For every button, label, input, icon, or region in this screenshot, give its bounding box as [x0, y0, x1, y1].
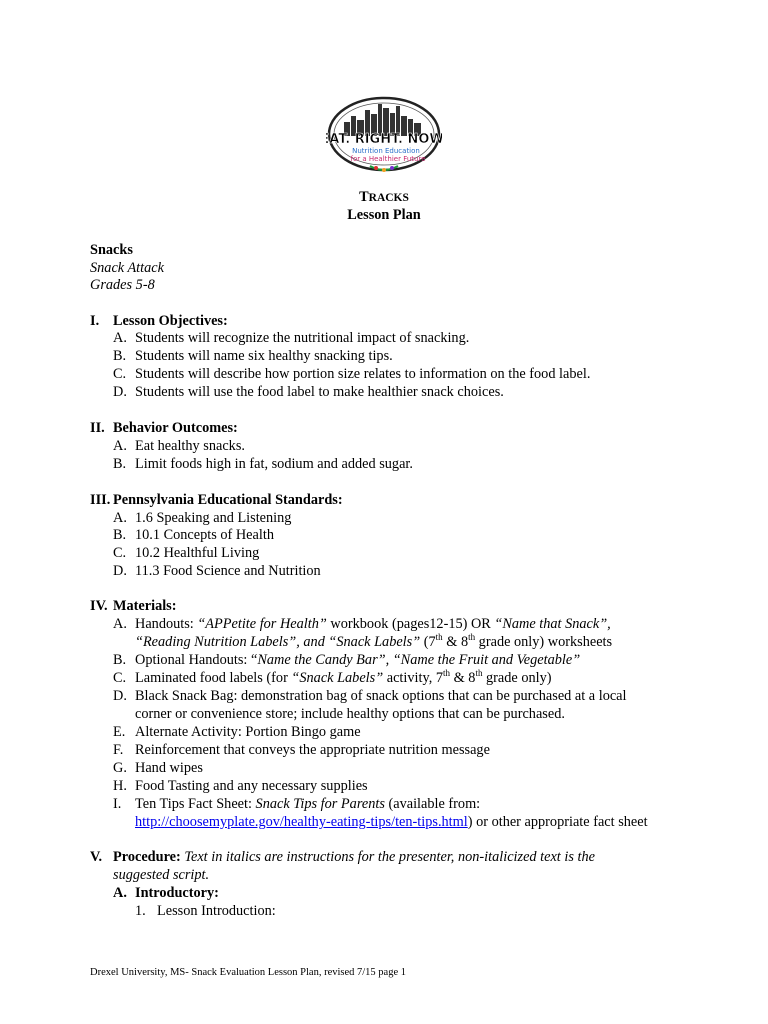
section-heading-materials: IV. Materials: [90, 598, 177, 614]
list-item-continuation: corner or convenience store; include healthy options that can be purchased. [135, 706, 565, 722]
list-item: D. Students will use the food label to make healthier snack choices. [113, 384, 504, 400]
list-item: C. 10.2 Healthful Living [113, 545, 260, 561]
list-item: B. Students will name six healthy snacking tips. [113, 348, 393, 364]
logo-main-text: EAT. RIGHT. NOW. [326, 132, 442, 147]
procedure-description-continuation: suggested script. [113, 867, 210, 883]
list-item: H. Food Tasting and any necessary supplies [113, 778, 368, 794]
list-item: A. 1.6 Speaking and Listening [113, 510, 292, 526]
list-item: F. Reinforcement that conveys the appropriate nutrition message [113, 742, 490, 758]
list-item-continuation: “Reading Nutrition Labels”, and “Snack Labels” (7th & 8th grade only) worksheets [135, 632, 613, 650]
subsection-heading-introductory: A. Introductory: [113, 885, 219, 901]
list-item-continuation: http://choosemyplate.gov/healthy-eating-tips/ten-tips.html) or other appropriate fact sheet [135, 814, 648, 830]
page-footer: Drexel University, MS- Snack Evaluation Lesson Plan, revised 7/15 page 1 [90, 967, 407, 978]
list-item: A. Handouts: “APPetite for Health” workbook (pages12-15) OR “Name that Snack”, [113, 616, 611, 632]
list-item: B. 10.1 Concepts of Health [113, 527, 274, 543]
list-item: G. Hand wipes [113, 760, 203, 776]
list-item: C. Laminated food labels (for “Snack Labels” activity, 7th & 8th grade only) [113, 668, 552, 686]
list-item: A. Students will recognize the nutritional impact of snacking. [113, 330, 470, 346]
list-item: D. Black Snack Bag: demonstration bag of snack options that can be purchased at a local [113, 688, 627, 704]
section-heading-standards: III. Pennsylvania Educational Standards: [90, 492, 343, 508]
ten-tips-link[interactable]: http://choosemyplate.gov/healthy-eating-tips/ten-tips.html [135, 814, 468, 830]
topic: Snacks [90, 242, 133, 258]
list-item: E. Alternate Activity: Portion Bingo game [113, 724, 361, 740]
list-item: B. Optional Handouts: “Name the Candy Bar”, “Name the Fruit and Vegetable” [113, 652, 581, 668]
lesson-name: Snack Attack [90, 260, 164, 276]
eat-right-now-logo [326, 94, 442, 178]
list-item: C. Students will describe how portion size relates to information on the food label. [113, 366, 591, 382]
logo-graphic [326, 94, 442, 178]
list-item: B. Limit foods high in fat, sodium and added sugar. [113, 456, 413, 472]
logo-sub-text-1: Nutrition Education [352, 147, 420, 155]
grade-range: Grades 5-8 [90, 277, 155, 293]
section-heading-procedure: V. Procedure: Text in italics are instructions for the presenter, non-italicized text is the [90, 849, 595, 865]
document-title: TRACKS [359, 189, 409, 205]
list-item: A. Eat healthy snacks. [113, 438, 245, 454]
document-subtitle: Lesson Plan [347, 207, 421, 223]
logo-sub-text-2: for a Healthier Future [350, 155, 426, 163]
list-item: 1. Lesson Introduction: [135, 903, 276, 919]
list-item: I. Ten Tips Fact Sheet: Snack Tips for Parents (available from: [113, 796, 481, 812]
list-item: D. 11.3 Food Science and Nutrition [113, 563, 321, 579]
section-heading-outcomes: II. Behavior Outcomes: [90, 420, 238, 436]
section-heading-objectives: I. Lesson Objectives: [90, 313, 228, 329]
